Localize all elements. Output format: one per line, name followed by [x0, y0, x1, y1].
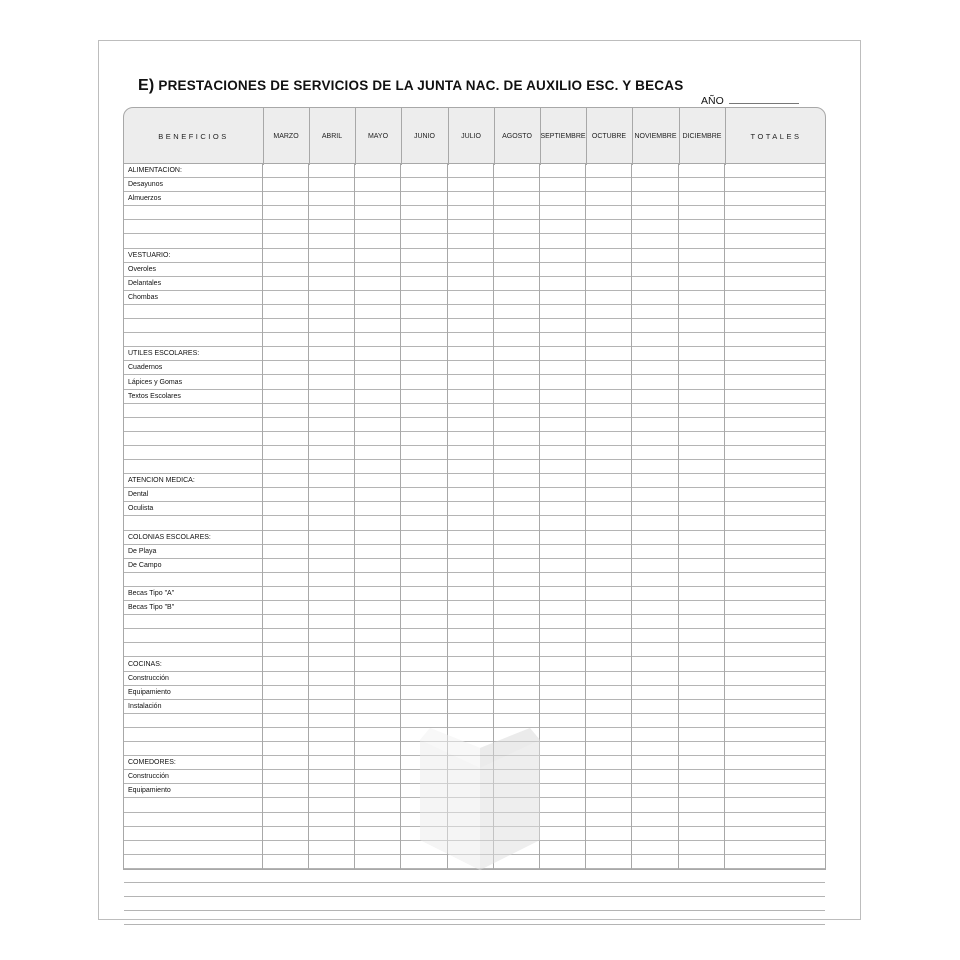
table-row[interactable]	[124, 390, 825, 404]
table-row[interactable]	[124, 714, 825, 728]
header-divider	[494, 108, 495, 165]
column-header-totals: TOTALES	[750, 132, 802, 141]
row-label: Becas Tipo "B"	[128, 604, 175, 612]
column-divider	[724, 164, 725, 869]
table-row[interactable]	[124, 502, 825, 516]
table-row[interactable]	[124, 319, 825, 333]
row-label: Overoles	[128, 265, 157, 273]
row-label: COMEDORES:	[128, 759, 176, 767]
column-header-month-marzo: MARZO	[273, 133, 299, 140]
table-row[interactable]	[124, 488, 825, 502]
table-row[interactable]	[124, 249, 825, 263]
table-row[interactable]	[124, 573, 825, 587]
row-label: De Campo	[128, 561, 162, 569]
header-divider	[448, 108, 449, 165]
table-row[interactable]	[124, 376, 825, 390]
column-header-month-octubre: OCTUBRE	[591, 133, 627, 140]
table-row[interactable]	[124, 361, 825, 375]
header-divider	[355, 108, 356, 165]
row-label: Almuerzos	[128, 195, 162, 203]
table-row[interactable]	[124, 643, 825, 657]
header-divider	[263, 108, 264, 165]
table-row[interactable]	[124, 869, 825, 883]
row-label: Lápices y Gomas	[128, 378, 183, 386]
table-row[interactable]	[124, 263, 825, 277]
table-row[interactable]	[124, 474, 825, 488]
table-row[interactable]	[124, 291, 825, 305]
header-divider	[309, 108, 310, 165]
table-row[interactable]	[124, 220, 825, 234]
header-divider	[725, 108, 726, 165]
column-divider	[631, 164, 632, 869]
row-label: Oculista	[128, 505, 154, 513]
table-row[interactable]	[124, 404, 825, 418]
header-divider	[679, 108, 680, 165]
table-row[interactable]	[124, 601, 825, 615]
table-header	[123, 107, 826, 164]
column-divider	[308, 164, 309, 869]
row-label: Becas Tipo "A"	[128, 590, 175, 597]
column-divider	[262, 164, 263, 869]
column-header-month-julio: JULIO	[461, 133, 481, 140]
table-row[interactable]	[124, 432, 825, 446]
column-header-month-noviembre: NOVIEMBRE	[634, 133, 677, 140]
section-title: PRESTACIONES DE SERVICIOS DE LA JUNTA NAC. DE AUXILIO ESC. Y BECAS	[158, 78, 684, 93]
section-letter: E)	[138, 77, 155, 94]
table-row[interactable]	[124, 615, 825, 629]
header-divider	[401, 108, 402, 165]
table-row[interactable]	[124, 446, 825, 460]
table-row[interactable]	[124, 178, 825, 192]
column-header-benefits: BENEFICIOS	[158, 132, 229, 141]
table-row[interactable]	[124, 164, 825, 178]
table-row[interactable]	[124, 587, 825, 601]
table-row[interactable]	[124, 192, 825, 206]
table-row[interactable]	[124, 418, 825, 432]
row-label: Construcción	[128, 674, 169, 682]
table-row[interactable]	[124, 559, 825, 573]
row-label: Cuadernos	[128, 364, 163, 372]
row-label: Instalación	[128, 702, 162, 710]
column-header-month-mayo: MAYO	[367, 133, 389, 140]
row-label: Equipamiento	[128, 787, 171, 795]
row-label: Textos Escolares	[128, 392, 181, 400]
row-label: Dental	[128, 491, 149, 499]
table-row[interactable]	[124, 277, 825, 291]
table-row[interactable]	[124, 629, 825, 643]
column-header-month-abril: ABRIL	[321, 133, 343, 140]
table-row[interactable]	[124, 517, 825, 531]
row-label: ALIMENTACION:	[128, 167, 182, 174]
row-label: VESTUARIO:	[128, 251, 171, 259]
row-label: COCINAS:	[128, 660, 162, 668]
column-divider	[585, 164, 586, 869]
header-divider	[586, 108, 587, 165]
column-header-month-agosto: AGOSTO	[502, 133, 532, 140]
year-field[interactable]	[729, 103, 799, 104]
table-row[interactable]	[124, 897, 825, 911]
table-row[interactable]	[124, 686, 825, 700]
table-row[interactable]	[124, 531, 825, 545]
row-label: De Playa	[128, 547, 157, 555]
table-row[interactable]	[124, 700, 825, 714]
column-divider	[354, 164, 355, 869]
table-row[interactable]	[124, 305, 825, 319]
form-title	[138, 77, 683, 95]
logo-watermark	[420, 728, 540, 870]
table-row[interactable]	[124, 911, 825, 925]
table-row[interactable]	[124, 333, 825, 347]
row-label: Equipamiento	[128, 688, 171, 696]
column-header-month-junio: JUNIO	[414, 133, 435, 140]
table-row[interactable]	[124, 460, 825, 474]
table-row[interactable]	[124, 658, 825, 672]
column-header-month-diciembre: DICIEMBRE	[682, 133, 722, 140]
row-label: Delantales	[128, 279, 162, 287]
row-label: ATENCION MEDICA:	[128, 477, 195, 485]
table-row[interactable]	[124, 235, 825, 249]
table-row[interactable]	[124, 545, 825, 559]
table-row[interactable]	[124, 206, 825, 220]
row-label: UTILES ESCOLARES:	[128, 350, 200, 358]
column-divider	[400, 164, 401, 869]
row-label: COLONIAS ESCOLARES:	[128, 533, 211, 541]
table-row[interactable]	[124, 672, 825, 686]
row-label: Construcción	[128, 773, 169, 781]
header-divider	[632, 108, 633, 165]
year-label: AÑO	[701, 95, 724, 107]
row-label: Chombas	[128, 293, 158, 301]
header-divider	[540, 108, 541, 165]
row-label: Desayunos	[128, 181, 164, 189]
column-header-month-septiembre: SEPTIEMBRE	[540, 133, 586, 140]
table-row[interactable]	[124, 883, 825, 897]
column-divider	[678, 164, 679, 869]
table-row[interactable]	[124, 347, 825, 361]
